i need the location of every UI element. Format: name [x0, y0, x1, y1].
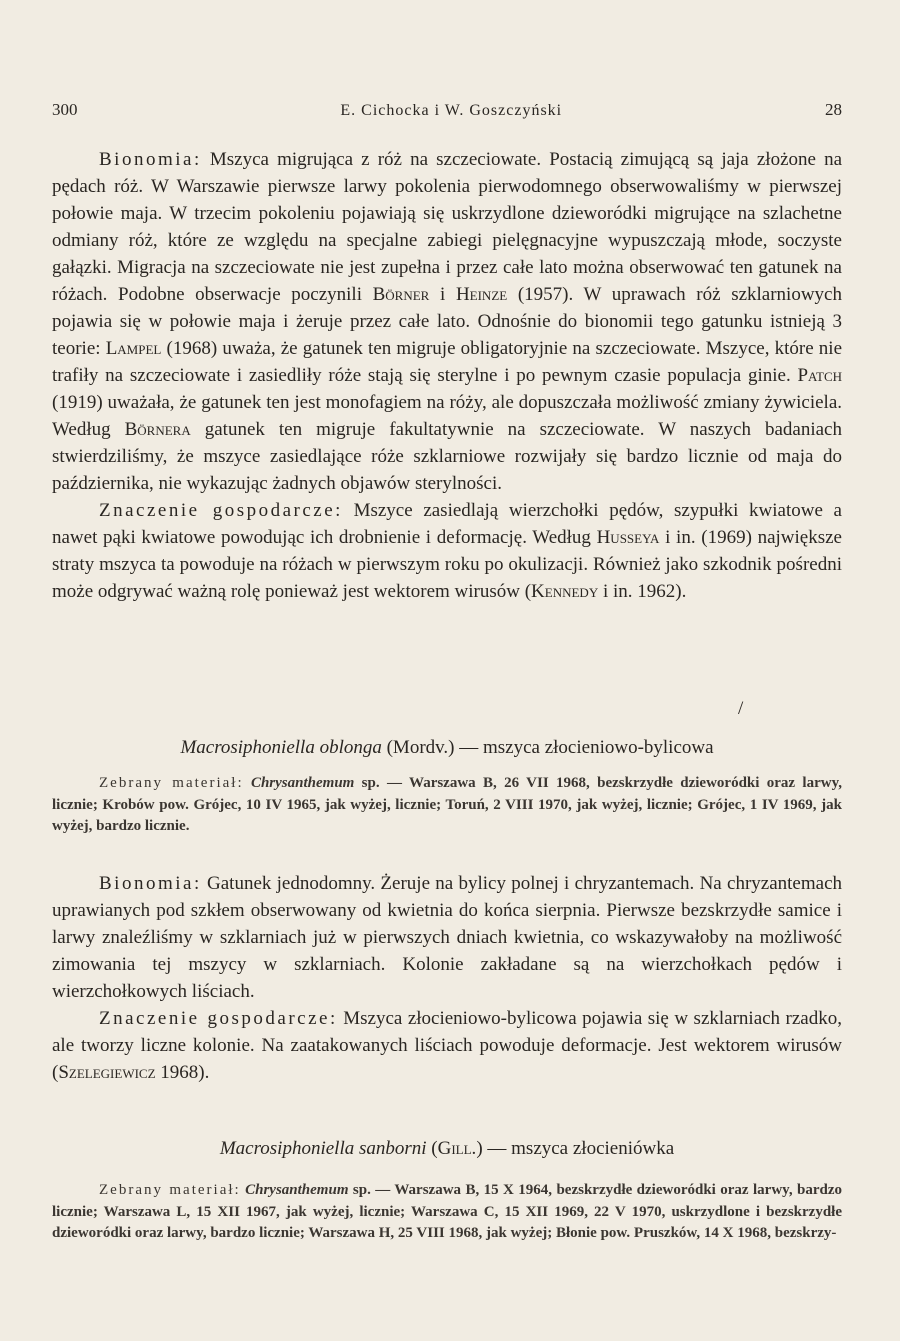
- znaczenie-label: Znaczenie gospodarcze:: [99, 1008, 338, 1029]
- author-ref: Heinze: [455, 284, 508, 305]
- host-plant: Chrysanthemum: [240, 1182, 349, 1198]
- bionomia-paragraph: [52, 870, 842, 1005]
- species-name: Macrosiphoniella oblonga: [180, 737, 382, 758]
- species-name: Macrosiphoniella sanborni: [219, 1138, 427, 1159]
- bionomia-text: Mszyca migrująca z róż na szczeciowate. Postacią zimującą są jaja złożone na pędach róż. W Warszawie pierwsze larwy pokolenia pierwodomnego obserwowaliśmy w pierwszej połowie maja. W trzecim pokoleniu pojawiają się uskrzydlone dzieworódki migrujące na szlachetne odmiany róż, które ze względu na specjalne zabiegi pielęgnacyjne wypuszczają młode, soczyste gałązki. Migracja na szczeciowate nie jest zupełna i przez całe lato można obserwować ten gatunek na różach. Podobne obserwacje poczynili: [52, 149, 842, 305]
- bionomia-text: (1919) uważała, że gatunek ten jest monofagiem na róży, ale dopuszczała możliwość zmiany żywiciela. Według: [52, 392, 842, 440]
- bionomia-text: (1957). W uprawach róż szklarniowych pojawia się w połowie maja i żeruje przez całe lato. Odnośnie do bionomii tego gatunku istnieją 3 teorie:: [52, 284, 842, 359]
- bionomia-label: Bionomia:: [99, 873, 202, 894]
- conjunction: i: [429, 284, 456, 305]
- bionomia-text: gatunek ten migruje fakultatywnie na szczeciowate. W naszych badaniach stwierdziliśmy, że mszyce zasiedlające róże szklarniowe rozwijały się bardzo licznie od maja do października, nie wykazując żadnych objawów sterylności.: [52, 419, 842, 494]
- znaczenie-text: Mszyca złocieniowo-bylicowa pojawia się w szklarniach rzadko, ale tworzy liczne kolonie. Na zaatakowanych liściach powoduje deformacje. Jest wektorem wirusów (: [52, 1008, 842, 1083]
- species-author-common-name: (Mordv.) — mszyca złocieniowo-bylicowa: [381, 737, 714, 758]
- author-ref: Husseya: [596, 527, 660, 548]
- running-header: [52, 100, 842, 120]
- material-text: sp. — Warszawa B, 26 VII 1968, bezskrzydłe dzieworódki oraz larwy, licznie; Krobów pow. Grójec, 10 IV 1965, jak wyżej, licznie; Toruń, 2 VIII 1970, jak wyżej, licznie; Grójec, 1 IV 1969, jak wyżej, bardzo licznie.: [52, 775, 842, 834]
- znaczenie-paragraph: [52, 1005, 842, 1086]
- znaczenie-text: i in. 1962).: [598, 581, 687, 602]
- collected-material-sanborni: [52, 1180, 842, 1245]
- bionomia-text: (1968) uważa, że gatunek ten migruje obligatoryjnie na szczeciowate. Mszyce, które nie trafiły na szczeciowate i zasiedliły róże stają się sterylne i po pewnym czasie populacja ginie.: [52, 338, 842, 386]
- znaczenie-text: 1968).: [155, 1062, 210, 1083]
- znaczenie-text: i in. (1969) największe straty mszyca ta powoduje na różach w pierwszym roku po okulizacji. Również jako szkodnik pośredni może odgrywać ważną rolę ponieważ jest wektorem wirusów (: [52, 527, 842, 602]
- material-label: Zebrany materiał:: [99, 775, 244, 791]
- collected-material-oblonga: [52, 773, 842, 838]
- volume-number: 28: [825, 100, 842, 119]
- species-common-name: ) — mszyca złocieniówka: [476, 1138, 675, 1159]
- page-number: 300: [52, 100, 78, 119]
- author-ref: Börnera: [124, 419, 191, 440]
- margin-mark: /: [738, 698, 744, 719]
- author-ref: Szelegiewicz: [58, 1062, 156, 1083]
- author-ref: Lampel: [105, 338, 162, 359]
- author-ref: Kennedy: [531, 581, 599, 602]
- host-plant: Chrysanthemum: [243, 775, 355, 791]
- material-paragraph: [52, 1180, 842, 1245]
- bionomia-label: Bionomia:: [99, 149, 202, 170]
- znaczenie-paragraph: [52, 497, 842, 605]
- section-rosae-text: [52, 146, 842, 605]
- bionomia-paragraph: [52, 146, 842, 497]
- species-author: Gill.: [437, 1138, 477, 1159]
- species-heading-oblonga: [52, 735, 842, 761]
- znaczenie-text: Mszyce zasiedlają wierzchołki pędów, szypułki kwiatowe a nawet pąki kwiatowe powodując ich drobnienie i deformację. Według: [52, 500, 842, 548]
- znaczenie-label: Znaczenie gospodarcze:: [99, 500, 343, 521]
- author-ref: Börner: [372, 284, 430, 305]
- material-text: sp. — Warszawa B, 15 X 1964, bezskrzydłe dzieworódki oraz larwy, bardzo licznie; Warszawa L, 15 XII 1967, jak wyżej, licznie; Warszawa C, 15 XII 1969, 22 V 1970, uskrzydlone i bezskrzydłe dzieworódki oraz larwy, bardzo licznie; Warszawa H, 25 VIII 1968, jak wyżej; Błonie pow. Pruszków, 14 X 1968, bezskrzy-: [52, 1182, 842, 1241]
- section-oblonga-text: [52, 870, 842, 1086]
- material-paragraph: [52, 773, 842, 838]
- material-label: Zebrany materiał:: [99, 1182, 241, 1198]
- running-authors: E. Cichocka i W. Goszczyński: [340, 102, 563, 119]
- species-heading-sanborni: [52, 1136, 842, 1162]
- species-author-open: (: [426, 1138, 438, 1159]
- bionomia-text: Gatunek jednodomny. Żeruje na bylicy polnej i chryzantemach. Na chryzantemach uprawianych pod szkłem obserwowany od kwietnia do końca sierpnia. Pierwsze bezskrzydłe samice i larwy znaleźliśmy w szklarniach już w pierwszych dniach kwietnia, co wskazywałoby na możliwość zimowania tej mszycy w szklarniach. Kolonie zakładane są na wierzchołkach pędów i wierzchołkowych liściach.: [52, 873, 842, 1002]
- author-ref: Patch: [797, 365, 842, 386]
